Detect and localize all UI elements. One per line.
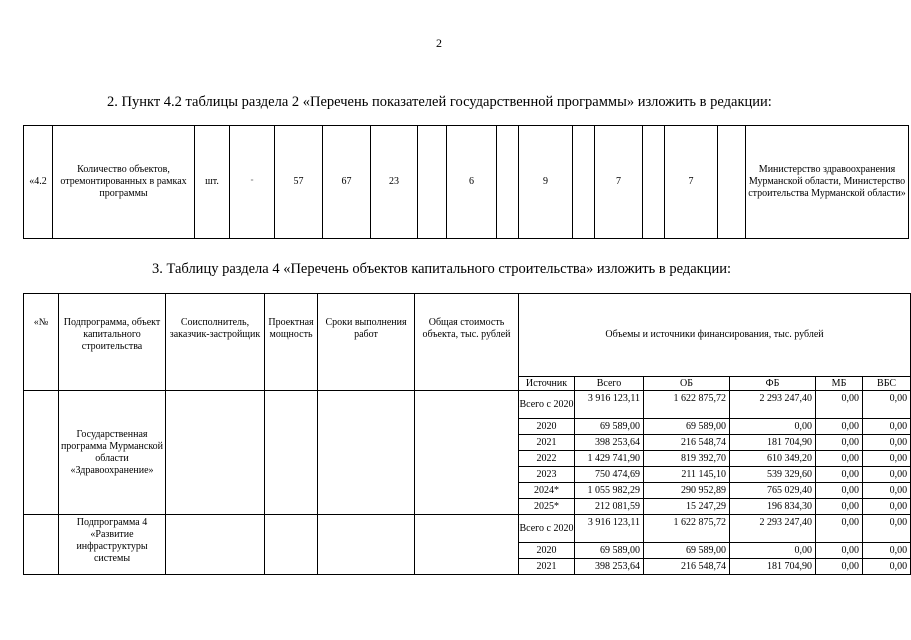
row-mb: 0,00 — [816, 515, 863, 543]
row-source: 2022 — [519, 451, 575, 467]
row-fb: 2 293 247,40 — [730, 515, 816, 543]
section-heading-1: 2. Пункт 4.2 таблицы раздела 2 «Перечень показателей государственной программы» изложить в редакции: — [107, 94, 772, 110]
group-name: Государственная программа Мурманской области «Здравоохранение» — [59, 391, 166, 515]
indicator-value: 57 — [275, 126, 323, 239]
indicator-value: 7 — [595, 126, 643, 239]
indicator-row — [24, 126, 909, 239]
row-source: Всего с 2020 — [519, 515, 575, 543]
indicator-empty — [643, 126, 665, 239]
row-ob: 290 952,89 — [644, 483, 730, 499]
indicator-unit: шт. — [195, 126, 230, 239]
row-ob: 15 247,29 — [644, 499, 730, 515]
row-source: 2023 — [519, 467, 575, 483]
row-source: 2021 — [519, 435, 575, 451]
row-vbs: 0,00 — [863, 391, 911, 419]
indicator-empty — [573, 126, 595, 239]
row-total: 750 474,69 — [575, 467, 644, 483]
row-total: 1 429 741,90 — [575, 451, 644, 467]
row-vbs: 0,00 — [863, 451, 911, 467]
col-header-mb: МБ — [816, 377, 863, 391]
row-vbs: 0,00 — [863, 543, 911, 559]
row-mb: 0,00 — [816, 419, 863, 435]
col-header-financing: Объемы и источники финансирования, тыс. рублей — [519, 294, 911, 377]
row-fb: 765 029,40 — [730, 483, 816, 499]
col-header-total: Всего — [575, 377, 644, 391]
col-header-vbs: ВБС — [863, 377, 911, 391]
indicator-empty — [718, 126, 746, 239]
group-executor — [166, 515, 265, 575]
col-header-num: «№ — [24, 294, 59, 391]
group-capacity — [265, 391, 318, 515]
row-ob: 69 589,00 — [644, 419, 730, 435]
row-source: 2021 — [519, 559, 575, 575]
row-vbs: 0,00 — [863, 435, 911, 451]
group-num — [24, 391, 59, 515]
row-mb: 0,00 — [816, 391, 863, 419]
col-header-terms: Сроки выполнения работ — [318, 294, 415, 391]
row-mb: 0,00 — [816, 467, 863, 483]
indicator-value: 23 — [371, 126, 418, 239]
row-mb: 0,00 — [816, 435, 863, 451]
section-heading-2: 3. Таблицу раздела 4 «Перечень объектов капитального строительства» изложить в редакции: — [152, 261, 731, 277]
indicator-name: Количество объектов, отремонтированных в рамках программы — [53, 126, 195, 239]
group-cost — [415, 391, 519, 515]
header-row — [24, 294, 911, 377]
row-fb: 539 329,60 — [730, 467, 816, 483]
row-total: 69 589,00 — [575, 543, 644, 559]
row-ob: 216 548,74 — [644, 435, 730, 451]
indicator-value: 9 — [519, 126, 573, 239]
row-fb: 196 834,30 — [730, 499, 816, 515]
row-vbs: 0,00 — [863, 467, 911, 483]
row-vbs: 0,00 — [863, 499, 911, 515]
indicator-value: 6 — [447, 126, 497, 239]
row-source: 2020 — [519, 419, 575, 435]
row-vbs: 0,00 — [863, 515, 911, 543]
row-ob: 819 392,70 — [644, 451, 730, 467]
group-num — [24, 515, 59, 575]
row-ob: 1 622 875,72 — [644, 391, 730, 419]
row-source: 2024* — [519, 483, 575, 499]
row-total: 212 081,59 — [575, 499, 644, 515]
row-total: 69 589,00 — [575, 419, 644, 435]
col-header-source: Источник — [519, 377, 575, 391]
row-mb: 0,00 — [816, 543, 863, 559]
row-fb: 181 704,90 — [730, 559, 816, 575]
page-number: 2 — [436, 36, 442, 50]
row-fb: 2 293 247,40 — [730, 391, 816, 419]
row-mb: 0,00 — [816, 483, 863, 499]
indicator-value: 67 — [323, 126, 371, 239]
indicator-responsible: Министерство здравоохранения Мурманской области, Министерство строительства Мурманской области» — [746, 126, 909, 239]
row-mb: 0,00 — [816, 499, 863, 515]
row-fb: 610 349,20 — [730, 451, 816, 467]
row-vbs: 0,00 — [863, 419, 911, 435]
indicator-num: «4.2 — [24, 126, 53, 239]
col-header-fb: ФБ — [730, 377, 816, 391]
group-capacity — [265, 515, 318, 575]
row-total: 3 916 123,11 — [575, 515, 644, 543]
row-ob: 216 548,74 — [644, 559, 730, 575]
row-vbs: 0,00 — [863, 559, 911, 575]
row-total: 398 253,64 — [575, 559, 644, 575]
table-row — [24, 391, 911, 419]
group-cost — [415, 515, 519, 575]
table-row — [24, 515, 911, 543]
row-fb: 0,00 — [730, 543, 816, 559]
row-source: 2025* — [519, 499, 575, 515]
group-terms — [318, 391, 415, 515]
row-source: Всего с 2020 — [519, 391, 575, 419]
row-ob: 211 145,10 — [644, 467, 730, 483]
col-header-executor: Соисполнитель, заказчик-застройщик — [166, 294, 265, 391]
row-ob: 69 589,00 — [644, 543, 730, 559]
row-total: 1 055 982,29 — [575, 483, 644, 499]
row-vbs: 0,00 — [863, 483, 911, 499]
row-fb: 0,00 — [730, 419, 816, 435]
col-header-object: Подпрограмма, объект капитального строительства — [59, 294, 166, 391]
col-header-cost: Общая стоимость объекта, тыс. рублей — [415, 294, 519, 391]
group-name: Подпрограмма 4 «Развитие инфраструктуры системы — [59, 515, 166, 575]
group-executor — [166, 391, 265, 515]
col-header-capacity: Проектная мощность — [265, 294, 318, 391]
col-header-ob: ОБ — [644, 377, 730, 391]
indicator-value: 7 — [665, 126, 718, 239]
row-ob: 1 622 875,72 — [644, 515, 730, 543]
row-mb: 0,00 — [816, 559, 863, 575]
row-source: 2020 — [519, 543, 575, 559]
indicator-empty — [418, 126, 447, 239]
group-terms — [318, 515, 415, 575]
capital-objects-table — [23, 293, 911, 575]
row-fb: 181 704,90 — [730, 435, 816, 451]
indicator-mark: = — [230, 126, 275, 239]
indicator-table — [23, 125, 909, 239]
row-total: 398 253,64 — [575, 435, 644, 451]
row-mb: 0,00 — [816, 451, 863, 467]
row-total: 3 916 123,11 — [575, 391, 644, 419]
indicator-empty — [497, 126, 519, 239]
